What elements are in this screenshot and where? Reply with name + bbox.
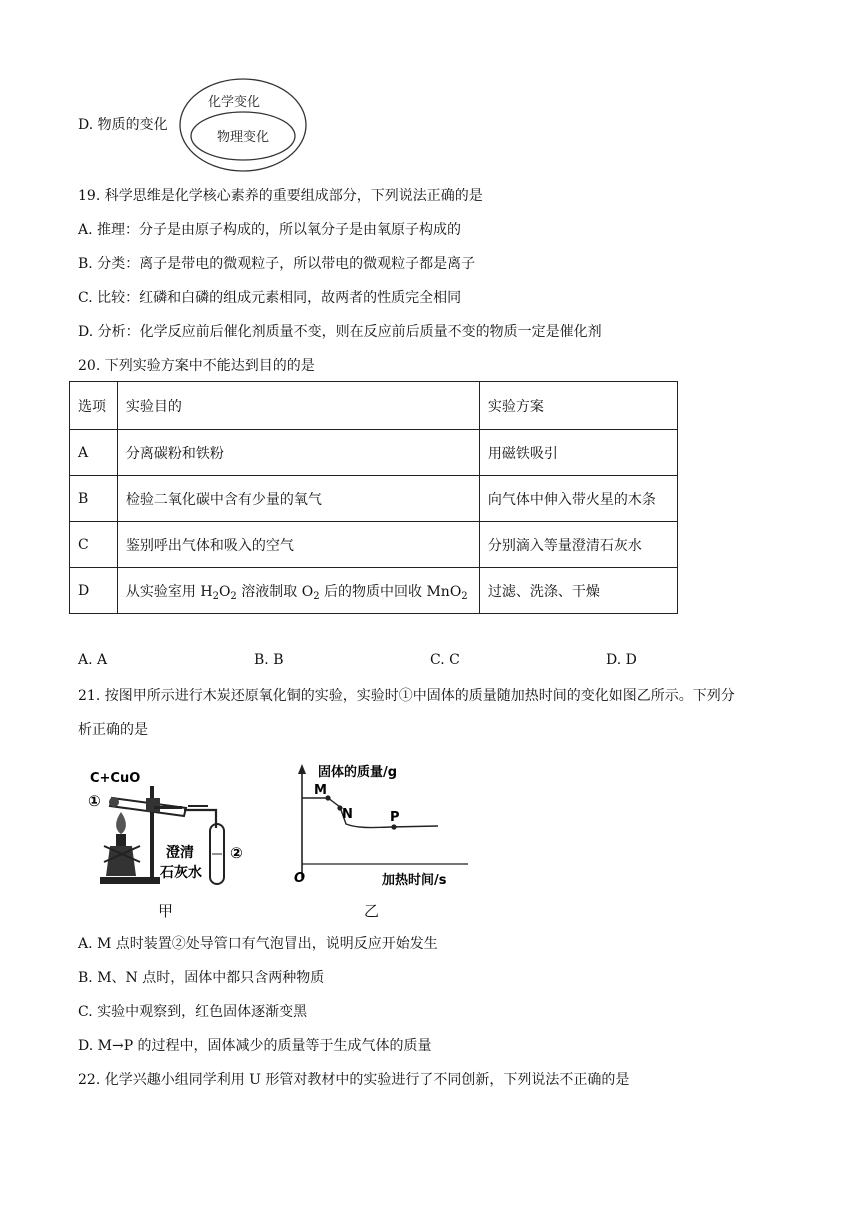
q21-stem-line1: 21. 按图甲所示进行木炭还原氧化铜的实验，实验时①中固体的质量随加热时间的变化如图乙所示。下列分	[78, 688, 735, 704]
q18-option-d-label: D. 物质的变化	[78, 117, 168, 133]
table-row	[70, 522, 678, 568]
experiment-table	[69, 381, 678, 614]
row-purpose: 从实验室用 $H_2O_2$ 溶液制取 $O_2$ 后的物质中回收 MnO$_2$	[117, 568, 479, 614]
tube-mark-2: ②	[230, 844, 243, 862]
row-purpose: 检验二氧化碳中含有少量的氧气	[117, 476, 479, 522]
table-header-row	[70, 382, 678, 430]
q21-option-c: C. 实验中观察到，红色固体逐渐变黑	[78, 1004, 308, 1020]
row-option: B	[70, 476, 118, 522]
mass-curve	[302, 798, 438, 828]
point-m-label: M	[314, 783, 327, 798]
outer-label: 化学变化	[207, 95, 261, 110]
q21-stem-line2: 析正确的是	[78, 722, 148, 738]
outer-ellipse	[180, 79, 306, 171]
q20-answer-a: A. A	[78, 652, 108, 668]
row-plan: 用磁铁吸引	[479, 430, 677, 476]
fig-b-caption: 乙	[364, 902, 380, 920]
table-row	[70, 568, 678, 614]
q21-option-b: B. M、N 点时，固体中都只含两种物质	[78, 970, 325, 986]
row-option: A	[70, 430, 118, 476]
row-plan: 过滤、洗涤、干燥	[479, 568, 677, 614]
point-p	[391, 824, 396, 829]
inner-label: 物理变化	[216, 130, 270, 145]
origin-label: O	[294, 871, 306, 886]
fig-a-caption: 甲	[158, 902, 174, 920]
liquid-label-line2: 石灰水	[160, 865, 202, 881]
tube-mark-1: ①	[88, 792, 101, 810]
x-axis-label: 加热时间/s	[382, 873, 447, 888]
q22-stem: 22. 化学兴趣小组同学利用 U 形管对教材中的实验进行了不同创新，下列说法不正确的是	[78, 1072, 630, 1088]
point-n-label: N	[342, 807, 353, 822]
q21-option-a: A. M 点时装置②处导管口有气泡冒出，说明反应开始发生	[78, 936, 438, 952]
q19-option-a: A. 推理：分子是由原子构成的，所以氧分子是由氧原子构成的	[78, 222, 462, 238]
header-plan: 实验方案	[479, 382, 677, 430]
row-option: D	[70, 568, 118, 614]
q20-answer-d: D. D	[606, 652, 637, 668]
row-plan: 向气体中伸入带火星的木条	[479, 476, 677, 522]
row-plan: 分别滴入等量澄清石灰水	[479, 522, 677, 568]
row-option: C	[70, 522, 118, 568]
q20-stem: 20. 下列实验方案中不能达到目的的是	[78, 358, 315, 374]
y-axis-label: 固体的质量/g	[318, 765, 398, 780]
mass-time-graph	[290, 760, 476, 890]
venn-diagram	[176, 76, 312, 176]
q20-answer-b: B. B	[254, 652, 284, 668]
table-row	[70, 476, 678, 522]
point-p-label: P	[390, 810, 400, 825]
reagent-label: C+CuO	[90, 771, 141, 786]
liquid-label-line1: 澄清	[166, 845, 194, 861]
row-purpose: 分离碳粉和铁粉	[117, 430, 479, 476]
header-purpose: 实验目的	[117, 382, 479, 430]
row-purpose: 鉴别呼出气体和吸入的空气	[117, 522, 479, 568]
q19-stem: 19. 科学思维是化学核心素养的重要组成部分，下列说法正确的是	[78, 188, 483, 204]
q19-option-d: D. 分析：化学反应前后催化剂质量不变，则在反应前后质量不变的物质一定是催化剂	[78, 324, 602, 340]
q21-option-d: D. M→P 的过程中，固体减少的质量等于生成气体的质量	[78, 1038, 432, 1054]
header-option: 选项	[70, 382, 118, 430]
q19-option-c: C. 比较：红磷和白磷的组成元素相同，故两者的性质完全相同	[78, 290, 462, 306]
apparatus-figure	[84, 764, 260, 894]
table-row	[70, 430, 678, 476]
q20-answer-c: C. C	[430, 652, 460, 668]
q19-option-b: B. 分类：离子是带电的微观粒子，所以带电的微观粒子都是离子	[78, 256, 476, 272]
